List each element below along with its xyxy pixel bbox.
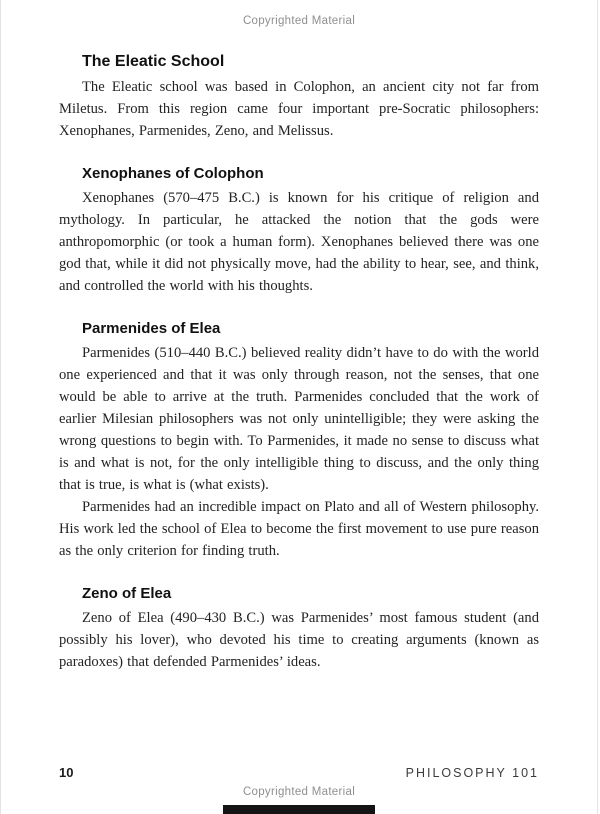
scan-artifact-bar xyxy=(223,805,375,814)
paragraph-parmenides-1: Parmenides (510–440 B.C.) believed reality didn’t have to do with the world one experienced and that it was only through reason, not the senses, that one would be able to arrive at the truth. Parmenides concluded that the work of earlier Milesian philosophers was not only unintelligible; they were asking the wrong questions to begin with. To Parmenides, it made no sense to discuss what is and what is not, for the only intelligible thing to discuss, and the only thing that is true, is what is (what exists). xyxy=(59,345,539,493)
subsection-heading-xenophanes: Xenophanes of Colophon xyxy=(82,165,264,182)
page-footer xyxy=(59,765,539,780)
paragraph-parmenides-2: Parmenides had an incredible impact on Plato and all of Western philosophy. His work led the school of Elea to become the first movement to use pure reason as the only criterion for finding truth. xyxy=(59,499,539,559)
paragraph-zeno: Zeno of Elea (490–430 B.C.) was Parmenides’ most famous student (and possibly his lover), who devoted his time to creating arguments (known as paradoxes) that defended Parmenides’ ideas. xyxy=(59,610,539,670)
copyright-notice-top: Copyrighted Material xyxy=(242,15,356,27)
section-title: The Eleatic School xyxy=(82,53,225,70)
page-number: 10 xyxy=(59,765,74,780)
paragraph-xenophanes: Xenophanes (570–475 B.C.) is known for his critique of religion and mythology. In particular, he attacked the notion that the gods were anthropomorphic (or took a human form). Xenophanes believed there was one god that, while it did not physically move, had the ability to hear, see, and think, and controlled the world with his thoughts. xyxy=(59,190,539,294)
running-footer-book-title: PHILOSOPHY 101 xyxy=(405,766,539,780)
subsection-heading-zeno: Zeno of Elea xyxy=(82,585,172,602)
page-content xyxy=(1,27,597,673)
copyright-notice-bottom: Copyrighted Material xyxy=(242,786,356,798)
subsection-heading-parmenides: Parmenides of Elea xyxy=(82,320,221,337)
intro-paragraph: The Eleatic school was based in Colophon, an ancient city not far from Miletus. From this region came four important pre-Socratic philosophers: Xenophanes, Parmenides, Zeno, and Melissus. xyxy=(59,79,539,139)
